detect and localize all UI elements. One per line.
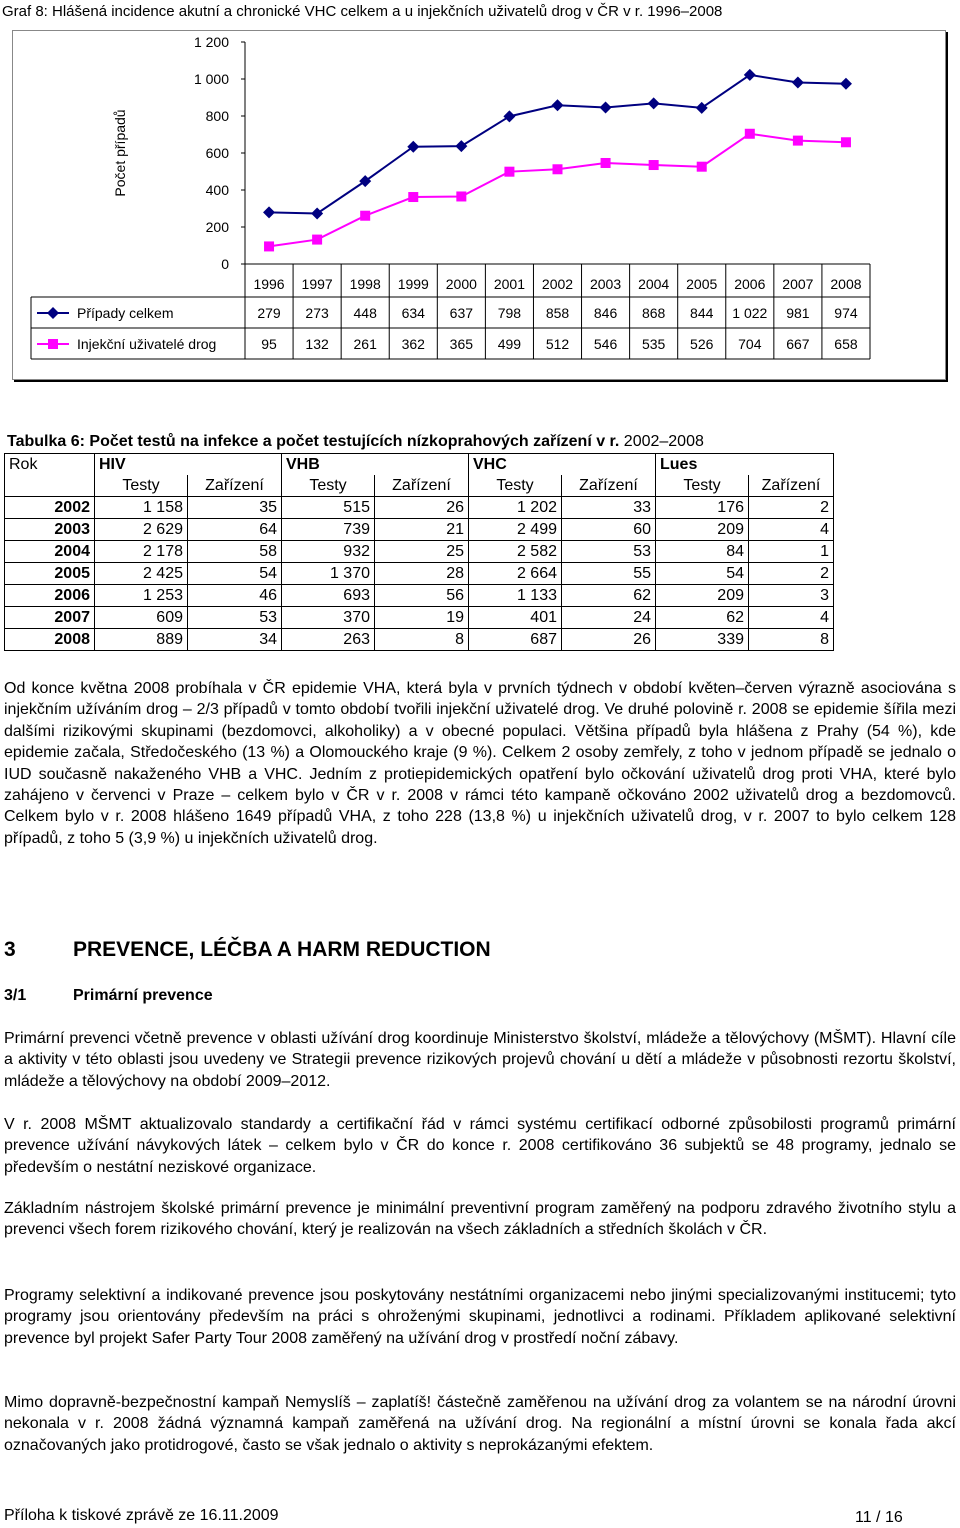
y-tick-label: 200 xyxy=(205,219,229,235)
table-cell: 739 xyxy=(282,519,375,541)
data-label: 365 xyxy=(449,336,474,352)
table-cell: 693 xyxy=(282,585,375,607)
table-year-cell: 2006 xyxy=(5,585,95,607)
table-row xyxy=(5,541,834,563)
data-point xyxy=(745,129,755,139)
data-label: 637 xyxy=(449,305,474,321)
data-point xyxy=(455,140,467,152)
table-cell: 1 253 xyxy=(95,585,188,607)
legend-marker xyxy=(48,339,58,349)
x-tick-label: 2005 xyxy=(686,276,718,292)
table-cell: 53 xyxy=(562,541,656,563)
table-year-cell: 2002 xyxy=(5,497,95,519)
graph-title: Graf 8: Hlášená incidence akutní a chronické VHC celkem a u injekčních uživatelů drog v ČR v r. 1996–2008 xyxy=(2,3,723,20)
data-point xyxy=(841,137,851,147)
data-point xyxy=(793,136,803,146)
data-label: 362 xyxy=(401,336,425,352)
table-cell: 2 425 xyxy=(95,563,188,585)
data-point xyxy=(312,235,322,245)
data-label: 844 xyxy=(690,305,714,321)
x-tick-label: 1998 xyxy=(349,276,381,292)
data-label: 846 xyxy=(593,305,618,321)
table-cell: 35 xyxy=(188,497,282,519)
sub-header-zarizeni: Zařízení xyxy=(562,475,656,497)
data-label: 634 xyxy=(401,305,425,321)
data-label: 667 xyxy=(786,336,810,352)
table-cell: 8 xyxy=(375,629,469,651)
table-cell: 34 xyxy=(188,629,282,651)
paragraph-vha-epidemic: Od konce května 2008 probíhala v ČR epidemie VHA, která byla v prvních týdnech v období květen–červen výrazně asociována s injekčním užíváním drog – 2/3 případů v tomto období tvořili injekční uživatelé drog. Ve druhé polovině r. 2008 se epidemie šířila mezi dalšími rizikovými skupinami (bezdomovci, alkoholiky) a v obecné populaci. Většina případů byla hlášena z Prahy (54 %), kde epidemie začala, Středočeského (13 %) a Olomouckého kraje (9 %). Celkem 2 osoby zemřely, z toho v jednom případě se jednalo o IUD současně nakaženého VHB a VHC. Jedním z protiepidemických opatření bylo očkování uživatelů drog proti VHA, které bylo zahájeno v červenci v Praze – celkem bylo v ČR v r. 2008 v rámci této kampaně očkováno 2002 uživatelů drog a bezdomovců. Celkem bylo v r. 2008 hlášeno 1649 případů VHA, z toho 228 (13,8 %) u injekčních uživatelů drog, v r. 2007 to bylo celkem 128 případů, z toho 5 (3,9 %) u injekčních uživatelů drog. xyxy=(4,680,956,847)
table-cell: 2 xyxy=(749,563,834,585)
table-cell: 1 133 xyxy=(469,585,562,607)
y-tick-label: 0 xyxy=(221,256,229,272)
group-header-vhb: VHB xyxy=(282,454,469,476)
table-cell: 2 629 xyxy=(95,519,188,541)
table-cell: 8 xyxy=(749,629,834,651)
paragraph-primary-prevention: Primární prevenci včetně prevence v oblasti užívání drog koordinuje Ministerstvo školství, mládeže a tělovýchovy (MŠMT). Hlavní cíle a aktivity v této oblasti jsou uvedeny ve Strategii prevence rizikových projevů chování u dětí a mládeže v působnosti rezortu školství, mládeže a tělovýchovy na období 2009–2012. xyxy=(4,1030,956,1090)
data-point xyxy=(553,164,563,174)
table-cell: 64 xyxy=(188,519,282,541)
table-cell: 209 xyxy=(656,585,749,607)
line-chart xyxy=(13,31,945,379)
table-cell: 62 xyxy=(562,585,656,607)
section-heading xyxy=(4,938,491,962)
x-tick-label: 2003 xyxy=(589,276,622,292)
sub-header-testy: Testy xyxy=(656,475,749,497)
data-point xyxy=(408,192,418,202)
table-caption-bold: Tabulka 6: Počet testů na infekce a počet testujících nízkoprahových zařízení v r. xyxy=(7,433,620,450)
data-label: 868 xyxy=(641,305,666,321)
table-cell: 84 xyxy=(656,541,749,563)
data-point xyxy=(601,158,611,168)
table-cell: 28 xyxy=(375,563,469,585)
data-point xyxy=(311,207,323,219)
table-cell: 55 xyxy=(562,563,656,585)
data-label: 279 xyxy=(257,305,281,321)
y-tick-label: 400 xyxy=(205,182,229,198)
legend-marker xyxy=(47,307,59,319)
data-label: 798 xyxy=(497,305,522,321)
table-cell: 176 xyxy=(656,497,749,519)
data-point xyxy=(264,241,274,251)
section-number: 3 xyxy=(4,938,16,961)
data-label: 95 xyxy=(261,336,277,352)
table-cell: 889 xyxy=(95,629,188,651)
sub-header-testy: Testy xyxy=(282,475,375,497)
x-tick-label: 2006 xyxy=(734,276,766,292)
table-cell: 1 202 xyxy=(469,497,562,519)
data-label: 535 xyxy=(641,336,666,352)
table-row xyxy=(5,629,834,651)
table-cell: 1 xyxy=(749,541,834,563)
sub-header-zarizeni: Zařízení xyxy=(375,475,469,497)
chart-frame xyxy=(12,30,946,380)
table-cell: 46 xyxy=(188,585,282,607)
group-header-vhc: VHC xyxy=(469,454,656,476)
table-cell: 2 xyxy=(749,497,834,519)
x-tick-label: 2001 xyxy=(493,276,526,292)
table-cell: 62 xyxy=(656,607,749,629)
data-label: 512 xyxy=(545,336,570,352)
x-tick-label: 1999 xyxy=(397,276,429,292)
series-line-pripady-celkem xyxy=(269,75,846,214)
x-tick-label: 2007 xyxy=(782,276,814,292)
data-label: 526 xyxy=(690,336,714,352)
table-cell: 21 xyxy=(375,519,469,541)
table-cell: 26 xyxy=(375,497,469,519)
data-label: 1 022 xyxy=(732,305,768,321)
y-tick-label: 1 000 xyxy=(193,71,229,87)
data-point xyxy=(697,162,707,172)
group-header-hiv: HIV xyxy=(95,454,282,476)
table-cell: 56 xyxy=(375,585,469,607)
data-label: 858 xyxy=(545,305,570,321)
data-label: 546 xyxy=(593,336,618,352)
data-point xyxy=(840,78,852,90)
section-title: PREVENCE, LÉČBA A HARM REDUCTION xyxy=(73,938,491,961)
table-cell: 2 178 xyxy=(95,541,188,563)
x-tick-label: 2004 xyxy=(638,276,670,292)
sub-header-zarizeni: Zařízení xyxy=(188,475,282,497)
table-year-cell: 2003 xyxy=(5,519,95,541)
x-tick-label: 1997 xyxy=(301,276,333,292)
data-point xyxy=(696,102,708,114)
x-tick-label: 2000 xyxy=(445,276,477,292)
data-point xyxy=(552,99,564,111)
table-cell: 4 xyxy=(749,519,834,541)
table-cell: 2 499 xyxy=(469,519,562,541)
subsection-number: 3/1 xyxy=(4,987,27,1004)
subsection-title: Primární prevence xyxy=(73,987,213,1004)
table-cell: 33 xyxy=(562,497,656,519)
x-tick-label: 1996 xyxy=(253,276,285,292)
legend-label: Případy celkem xyxy=(77,305,174,321)
table-cell: 53 xyxy=(188,607,282,629)
data-label: 448 xyxy=(353,305,377,321)
table-cell: 60 xyxy=(562,519,656,541)
data-label: 273 xyxy=(305,305,329,321)
table-cell: 370 xyxy=(282,607,375,629)
table-cell: 24 xyxy=(562,607,656,629)
paragraph-certification: V r. 2008 MŠMT aktualizovalo standardy a certifikační řád v rámci systému certifikací odborné způsobilosti programů primární prevence užívání návykových látek – celkem bylo v ČR do konce r. 2008 certifikováno 36 subjektů se 48 programy, jednalo se především o nestátní neziskové organizace. xyxy=(4,1116,956,1176)
y-tick-label: 1 200 xyxy=(193,34,229,50)
data-point xyxy=(744,69,756,81)
series-line-injekcni-uzivatele xyxy=(269,134,846,247)
table-year-cell: 2008 xyxy=(5,629,95,651)
paragraph-school-prevention: Základním nástrojem školské primární prevence je minimální preventivní program zaměřený na podporu zdravého životního stylu a prevenci všech forem rizikového chování, který je realizován na všech základních a středních školách v ČR. xyxy=(4,1200,956,1239)
table-cell: 19 xyxy=(375,607,469,629)
table-row xyxy=(5,519,834,541)
data-label: 261 xyxy=(353,336,377,352)
table-cell: 2 582 xyxy=(469,541,562,563)
table-cell: 339 xyxy=(656,629,749,651)
sub-header-testy: Testy xyxy=(95,475,188,497)
table-cell: 4 xyxy=(749,607,834,629)
table-cell: 2 664 xyxy=(469,563,562,585)
data-point xyxy=(503,110,515,122)
test-table xyxy=(4,453,834,651)
data-label: 704 xyxy=(738,336,762,352)
table-cell: 932 xyxy=(282,541,375,563)
data-point xyxy=(792,77,804,89)
paragraph-selective-prevention: Programy selektivní a indikované prevence jsou poskytovány nestátními organizacemi nebo jinými specializovanými institucemi; tyto programy jsou orientovány především na práci s ohroženými skupinami, jednotlivci a rodinami. Příkladem aplikované selektivní prevence byl projekt Safer Party Tour 2008 zaměřený na užívání drog v prostředí noční zábavy. xyxy=(4,1287,956,1347)
sub-header-zarizeni: Zařízení xyxy=(749,475,834,497)
table-cell: 1 158 xyxy=(95,497,188,519)
data-label: 658 xyxy=(834,336,858,352)
table-cell: 687 xyxy=(469,629,562,651)
x-tick-label: 2008 xyxy=(830,276,862,292)
data-point xyxy=(263,206,275,218)
table-cell: 401 xyxy=(469,607,562,629)
data-label: 974 xyxy=(834,305,858,321)
table-year-cell: 2005 xyxy=(5,563,95,585)
table-cell: 263 xyxy=(282,629,375,651)
table-cell: 25 xyxy=(375,541,469,563)
rok-header: Rok xyxy=(5,454,95,497)
data-point xyxy=(360,211,370,221)
table-year-cell: 2007 xyxy=(5,607,95,629)
table-cell: 54 xyxy=(656,563,749,585)
x-tick-label: 2002 xyxy=(541,276,574,292)
table-year-cell: 2004 xyxy=(5,541,95,563)
data-point xyxy=(649,160,659,170)
paragraph-campaigns: Mimo dopravně-bezpečnostní kampaň Nemyslíš – zaplatíš! částečně zaměřenou na užívání drog za volantem se na národní úrovni nekonala v r. 2008 žádná významná kampaň zaměřená na užívání drog. Na regionální a místní úrovni se konala řada akcí označovaných jako protidrogové, často se však jednalo o aktivity s neprokázanými efektem. xyxy=(4,1394,956,1454)
footer-left: Příloha k tiskové zprávě ze 16.11.2009 xyxy=(4,1507,279,1524)
y-tick-label: 600 xyxy=(205,145,229,161)
y-axis-title: Počet případů xyxy=(112,109,128,197)
table-row xyxy=(5,563,834,585)
data-label: 499 xyxy=(497,336,522,352)
table-cell: 209 xyxy=(656,519,749,541)
data-label: 981 xyxy=(786,305,810,321)
data-point xyxy=(504,167,514,177)
data-point xyxy=(648,97,660,109)
table-cell: 54 xyxy=(188,563,282,585)
data-point xyxy=(456,191,466,201)
table-body xyxy=(5,497,834,651)
table-cell: 515 xyxy=(282,497,375,519)
table-cell: 3 xyxy=(749,585,834,607)
table-caption xyxy=(7,433,704,451)
table-cell: 609 xyxy=(95,607,188,629)
y-tick-label: 800 xyxy=(205,108,229,124)
table-row xyxy=(5,607,834,629)
data-label: 132 xyxy=(305,336,329,352)
legend-label: Injekční uživatelé drog xyxy=(77,336,217,352)
group-header-lues: Lues xyxy=(656,454,834,476)
page-number: 11 / 16 xyxy=(855,1509,903,1526)
table-cell: 1 370 xyxy=(282,563,375,585)
data-point xyxy=(600,101,612,113)
table-cell: 26 xyxy=(562,629,656,651)
table-cell: 58 xyxy=(188,541,282,563)
subsection-heading xyxy=(4,987,213,1005)
table-caption-years: 2002–2008 xyxy=(619,433,704,450)
table-row xyxy=(5,497,834,519)
sub-header-testy: Testy xyxy=(469,475,562,497)
table-row xyxy=(5,585,834,607)
